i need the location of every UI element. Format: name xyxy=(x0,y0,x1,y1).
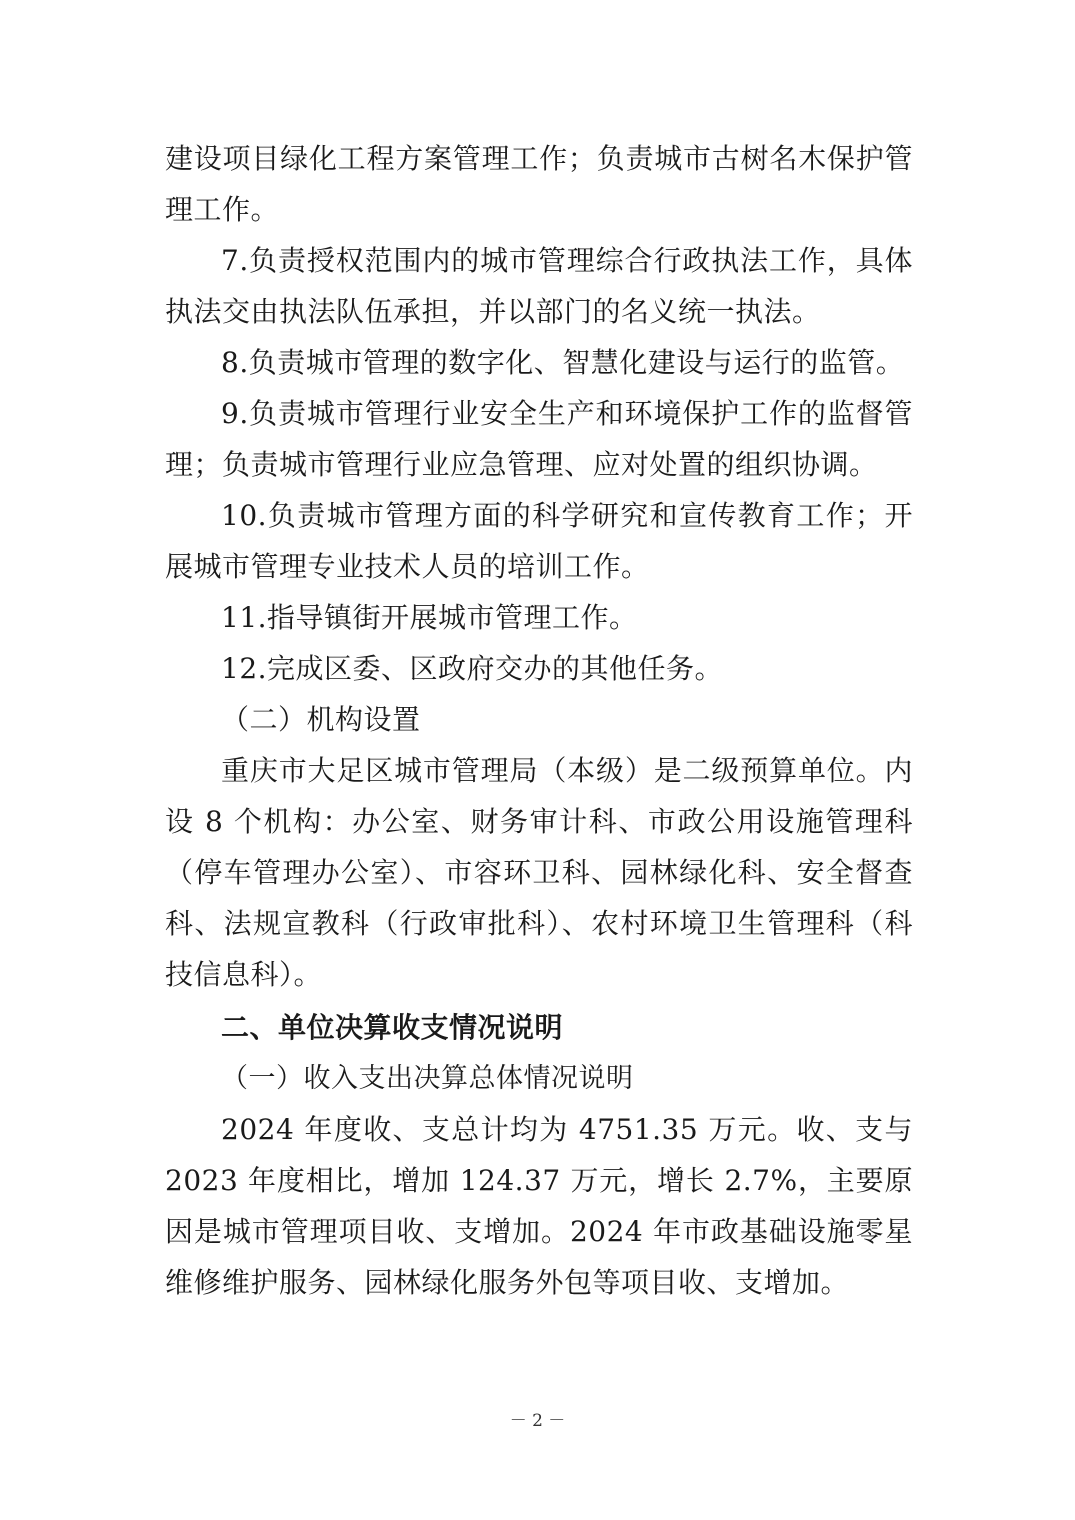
heading-org-structure: （二）机构设置 xyxy=(221,703,421,736)
page-number: － 2 － xyxy=(509,1411,566,1431)
document-page xyxy=(165,133,913,1308)
paragraph-item-10: 10.负责城市管理方面的科学研究和宣传教育工作；开展城市管理专业技术人员的培训工作。 xyxy=(165,499,913,583)
paragraph-item-8: 8.负责城市管理的数字化、智慧化建设与运行的监管。 xyxy=(221,346,905,379)
paragraph-budget-overview: 2024 年度收、支总计均为 4751.35 万元。收、支与 2023 年度相比，增加 124.37 万元，增长 2.7%，主要原因是城市管理项目收、支增加。2024 年市政基础设施零星维修维护服务、园林绿化服务外包等项目收、支增加。 xyxy=(165,1113,913,1299)
paragraph-org-structure: 重庆市大足区城市管理局（本级）是二级预算单位。内设 8 个机构：办公室、财务审计科、市政公用设施管理科（停车管理办公室）、市容环卫科、园林绿化科、安全督查科、法规宣教科（行政审批科）、农村环境卫生管理科（科技信息科）。 xyxy=(165,754,913,991)
paragraph-item-12: 12.完成区委、区政府交办的其他任务。 xyxy=(221,652,724,685)
paragraph-item-9: 9.负责城市管理行业安全生产和环境保护工作的监督管理；负责城市管理行业应急管理、应对处置的组织协调。 xyxy=(165,397,913,481)
paragraph-item-7: 7.负责授权范围内的城市管理综合行政执法工作，具体执法交由执法队伍承担，并以部门的名义统一执法。 xyxy=(165,244,913,328)
heading-budget-section: 二、单位决算收支情况说明 xyxy=(221,1011,564,1044)
heading-budget-overview: （一）收入支出决算总体情况说明 xyxy=(221,1063,634,1094)
paragraph-item-11: 11.指导镇街开展城市管理工作。 xyxy=(221,601,638,634)
paragraph-green-projects: 建设项目绿化工程方案管理工作；负责城市古树名木保护管理工作。 xyxy=(165,142,913,226)
